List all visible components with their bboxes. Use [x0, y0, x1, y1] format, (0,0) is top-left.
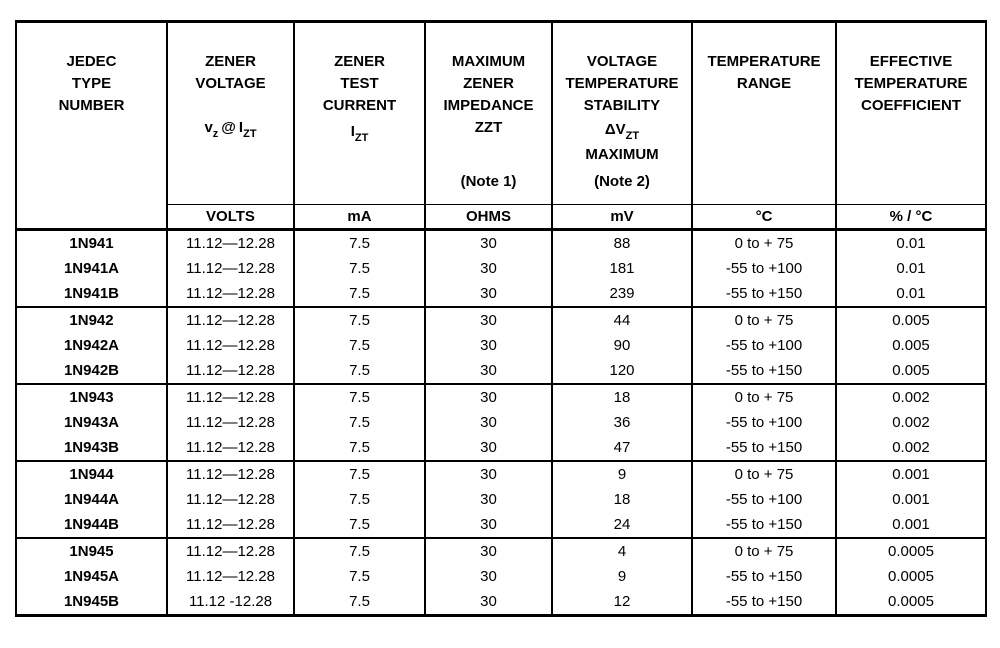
stability-value: 90 — [613, 337, 631, 354]
temp-range-value: 0 to + 75 — [734, 389, 794, 406]
coefficient-value: 0.005 — [892, 362, 930, 379]
coefficient-value: 0.005 — [892, 312, 930, 329]
impedance-value: 30 — [480, 466, 497, 483]
cell-coefficient — [836, 461, 986, 538]
header-line: TEMPERATURE — [707, 53, 821, 70]
header-zener-test-current — [294, 22, 425, 205]
cell-impedance — [425, 230, 552, 308]
cell-temp-range — [692, 538, 836, 616]
header-line: RANGE — [736, 75, 792, 92]
type-value: 1N944B — [63, 516, 120, 533]
test-current-value: 7.5 — [349, 389, 370, 406]
header-line: TEMPERATURE — [854, 75, 968, 92]
stability-value: 24 — [613, 516, 631, 533]
note-1-label: (Note 1) — [460, 173, 517, 190]
header-line: MAXIMUM — [585, 146, 659, 163]
table-body — [16, 230, 986, 616]
type-value: 1N943 — [69, 389, 114, 406]
voltage-value: 11.12 -12.28 — [188, 593, 273, 610]
stability-value: 4 — [617, 543, 627, 560]
coefficient-value: 0.01 — [896, 235, 926, 252]
test-current-value: 7.5 — [349, 312, 370, 329]
unit-volts: VOLTS — [167, 204, 294, 229]
cell-stability — [552, 538, 692, 616]
type-value: 1N944 — [69, 466, 114, 483]
test-current-value: 7.5 — [349, 362, 370, 379]
unit-ohms: OHMS — [425, 204, 552, 229]
cell-type — [16, 384, 167, 461]
impedance-value: 30 — [480, 235, 497, 252]
test-current-value: 7.5 — [349, 439, 370, 456]
header-line: VOLTAGE — [195, 75, 266, 92]
temp-range-value: 0 to + 75 — [734, 466, 794, 483]
vz-at-izt-formula: $v_z$ @ $I_{ZT}$ — [204, 119, 257, 140]
table-group-row — [16, 230, 986, 308]
voltage-value: 11.12—12.28 — [186, 337, 275, 354]
type-value: 1N945 — [69, 543, 114, 560]
type-value: 1N943A — [63, 414, 120, 431]
delta-vzt-formula: $\Delta V_{ZT}$ — [604, 121, 640, 142]
coefficient-value: 0.001 — [892, 516, 930, 533]
stability-value: 36 — [613, 414, 631, 431]
cell-coefficient — [836, 307, 986, 384]
cell-stability — [552, 461, 692, 538]
coefficient-value: 0.002 — [892, 439, 930, 456]
stability-value: 181 — [609, 260, 635, 277]
unit-mv: mV — [552, 204, 692, 229]
cell-voltage — [167, 461, 294, 538]
table-group-row — [16, 461, 986, 538]
header-line: TEMPERATURE — [565, 75, 679, 92]
cell-test-current — [294, 461, 425, 538]
impedance-value: 30 — [480, 414, 497, 431]
cell-coefficient — [836, 230, 986, 308]
type-value: 1N945A — [63, 568, 120, 585]
cell-voltage — [167, 307, 294, 384]
header-line: IMPEDANCE — [443, 97, 534, 114]
stability-value: 12 — [613, 593, 631, 610]
voltage-value: 11.12—12.28 — [186, 312, 275, 329]
header-line: COEFFICIENT — [861, 97, 961, 114]
header-line: ZENER — [205, 53, 256, 70]
coefficient-value: 0.0005 — [888, 568, 934, 585]
temp-range-value: 0 to + 75 — [734, 543, 794, 560]
temp-range-value: -55 to +150 — [725, 362, 803, 379]
type-value: 1N942B — [63, 362, 120, 379]
temp-range-value: -55 to +100 — [725, 337, 803, 354]
unit-celsius: °C — [692, 204, 836, 229]
cell-temp-range — [692, 230, 836, 308]
note-2-label: (Note 2) — [594, 173, 650, 190]
unit-percent-per-celsius: % / °C — [836, 204, 986, 229]
impedance-value: 30 — [480, 516, 497, 533]
cell-coefficient — [836, 384, 986, 461]
cell-type — [16, 230, 167, 308]
voltage-value: 11.12—12.28 — [186, 543, 275, 560]
temp-range-value: -55 to +100 — [725, 260, 803, 277]
stability-value: 9 — [617, 466, 627, 483]
stability-value: 47 — [613, 439, 631, 456]
header-line: EFFECTIVE — [869, 53, 953, 70]
cell-temp-range — [692, 461, 836, 538]
stability-value: 18 — [613, 491, 631, 508]
stability-value: 88 — [613, 235, 631, 252]
voltage-value: 11.12—12.28 — [186, 414, 275, 431]
cell-impedance — [425, 538, 552, 616]
impedance-value: 30 — [480, 312, 497, 329]
header-line: JEDEC — [66, 53, 117, 70]
impedance-value: 30 — [480, 543, 497, 560]
stability-value: 120 — [609, 362, 635, 379]
header-voltage-temp-stability — [552, 22, 692, 205]
header-max-zener-impedance — [425, 22, 552, 205]
test-current-value: 7.5 — [349, 466, 370, 483]
temp-range-value: -55 to +150 — [725, 285, 803, 302]
coefficient-value: 0.0005 — [888, 543, 934, 560]
header-line: CURRENT — [322, 97, 397, 114]
temp-range-value: -55 to +150 — [725, 593, 803, 610]
test-current-value: 7.5 — [349, 593, 370, 610]
header-line: MAXIMUM — [451, 53, 526, 70]
cell-test-current — [294, 538, 425, 616]
test-current-value: 7.5 — [349, 260, 370, 277]
unit-ma: mA — [294, 204, 425, 229]
cell-temp-range — [692, 384, 836, 461]
voltage-value: 11.12—12.28 — [186, 439, 275, 456]
test-current-value: 7.5 — [349, 516, 370, 533]
cell-stability — [552, 230, 692, 308]
temp-range-value: -55 to +150 — [725, 516, 803, 533]
test-current-value: 7.5 — [349, 568, 370, 585]
cell-test-current — [294, 307, 425, 384]
izt-formula: $I_{ZT}$ — [350, 123, 369, 144]
coefficient-value: 0.0005 — [888, 593, 934, 610]
cell-impedance — [425, 307, 552, 384]
type-value: 1N941B — [63, 285, 120, 302]
table-group-row — [16, 384, 986, 461]
coefficient-value: 0.001 — [892, 491, 930, 508]
type-value: 1N942 — [69, 312, 114, 329]
header-zener-voltage — [167, 22, 294, 205]
impedance-value: 30 — [480, 285, 497, 302]
voltage-value: 11.12—12.28 — [186, 466, 275, 483]
table-group-row — [16, 538, 986, 616]
cell-voltage — [167, 230, 294, 308]
header-effective-temp-coefficient — [836, 22, 986, 205]
voltage-value: 11.12—12.28 — [186, 516, 275, 533]
temp-range-value: -55 to +150 — [725, 439, 803, 456]
impedance-value: 30 — [480, 337, 497, 354]
type-value: 1N945B — [63, 593, 120, 610]
test-current-value: 7.5 — [349, 235, 370, 252]
cell-temp-range — [692, 307, 836, 384]
temp-range-value: -55 to +100 — [725, 414, 803, 431]
stability-value: 18 — [613, 389, 631, 406]
impedance-value: 30 — [480, 260, 497, 277]
header-line: STABILITY — [583, 97, 661, 114]
cell-stability — [552, 384, 692, 461]
stability-value: 44 — [613, 312, 631, 329]
voltage-value: 11.12—12.28 — [186, 389, 275, 406]
table-group-row — [16, 307, 986, 384]
test-current-value: 7.5 — [349, 491, 370, 508]
coefficient-value: 0.01 — [896, 260, 926, 277]
test-current-value: 7.5 — [349, 285, 370, 302]
header-jedec-type-number — [16, 22, 167, 230]
cell-impedance — [425, 384, 552, 461]
type-value: 1N943B — [63, 439, 120, 456]
header-line: VOLTAGE — [586, 53, 658, 70]
cell-type — [16, 307, 167, 384]
header-line: TEST — [340, 75, 379, 92]
coefficient-value: 0.005 — [892, 337, 930, 354]
temp-range-value: 0 to + 75 — [734, 235, 794, 252]
cell-type — [16, 461, 167, 538]
cell-type — [16, 538, 167, 616]
voltage-value: 11.12—12.28 — [186, 491, 275, 508]
cell-voltage — [167, 384, 294, 461]
type-value: 1N941 — [69, 235, 114, 252]
temp-range-value: -55 to +100 — [725, 491, 803, 508]
test-current-value: 7.5 — [349, 414, 370, 431]
type-value: 1N944A — [63, 491, 120, 508]
impedance-value: 30 — [480, 362, 497, 379]
type-value: 1N942A — [63, 337, 120, 354]
test-current-value: 7.5 — [349, 543, 370, 560]
type-value: 1N941A — [63, 260, 120, 277]
header-line: ZENER — [334, 53, 385, 70]
impedance-value: 30 — [480, 439, 497, 456]
header-line: TYPE — [71, 75, 112, 92]
impedance-value: 30 — [480, 389, 497, 406]
header-row — [16, 22, 986, 205]
voltage-value: 11.12—12.28 — [186, 235, 275, 252]
header-temperature-range — [692, 22, 836, 205]
impedance-value: 30 — [480, 491, 497, 508]
temp-range-value: -55 to +150 — [725, 568, 803, 585]
header-line: ZZT — [474, 119, 503, 136]
voltage-value: 11.12—12.28 — [186, 285, 275, 302]
stability-value: 239 — [609, 285, 635, 302]
cell-test-current — [294, 230, 425, 308]
voltage-value: 11.12—12.28 — [186, 568, 275, 585]
coefficient-value: 0.002 — [892, 414, 930, 431]
test-current-value: 7.5 — [349, 337, 370, 354]
coefficient-value: 0.002 — [892, 389, 930, 406]
cell-coefficient — [836, 538, 986, 616]
header-line: NUMBER — [58, 97, 125, 114]
header-line: ZENER — [463, 75, 514, 92]
coefficient-value: 0.001 — [892, 466, 930, 483]
cell-stability — [552, 307, 692, 384]
coefficient-value: 0.01 — [896, 285, 926, 302]
stability-value: 9 — [617, 568, 627, 585]
temp-range-value: 0 to + 75 — [734, 312, 794, 329]
voltage-value: 11.12—12.28 — [186, 260, 275, 277]
cell-test-current — [294, 384, 425, 461]
impedance-value: 30 — [480, 593, 497, 610]
zener-specs-table — [15, 20, 987, 617]
voltage-value: 11.12—12.28 — [186, 362, 275, 379]
impedance-value: 30 — [480, 568, 497, 585]
cell-voltage — [167, 538, 294, 616]
cell-impedance — [425, 461, 552, 538]
